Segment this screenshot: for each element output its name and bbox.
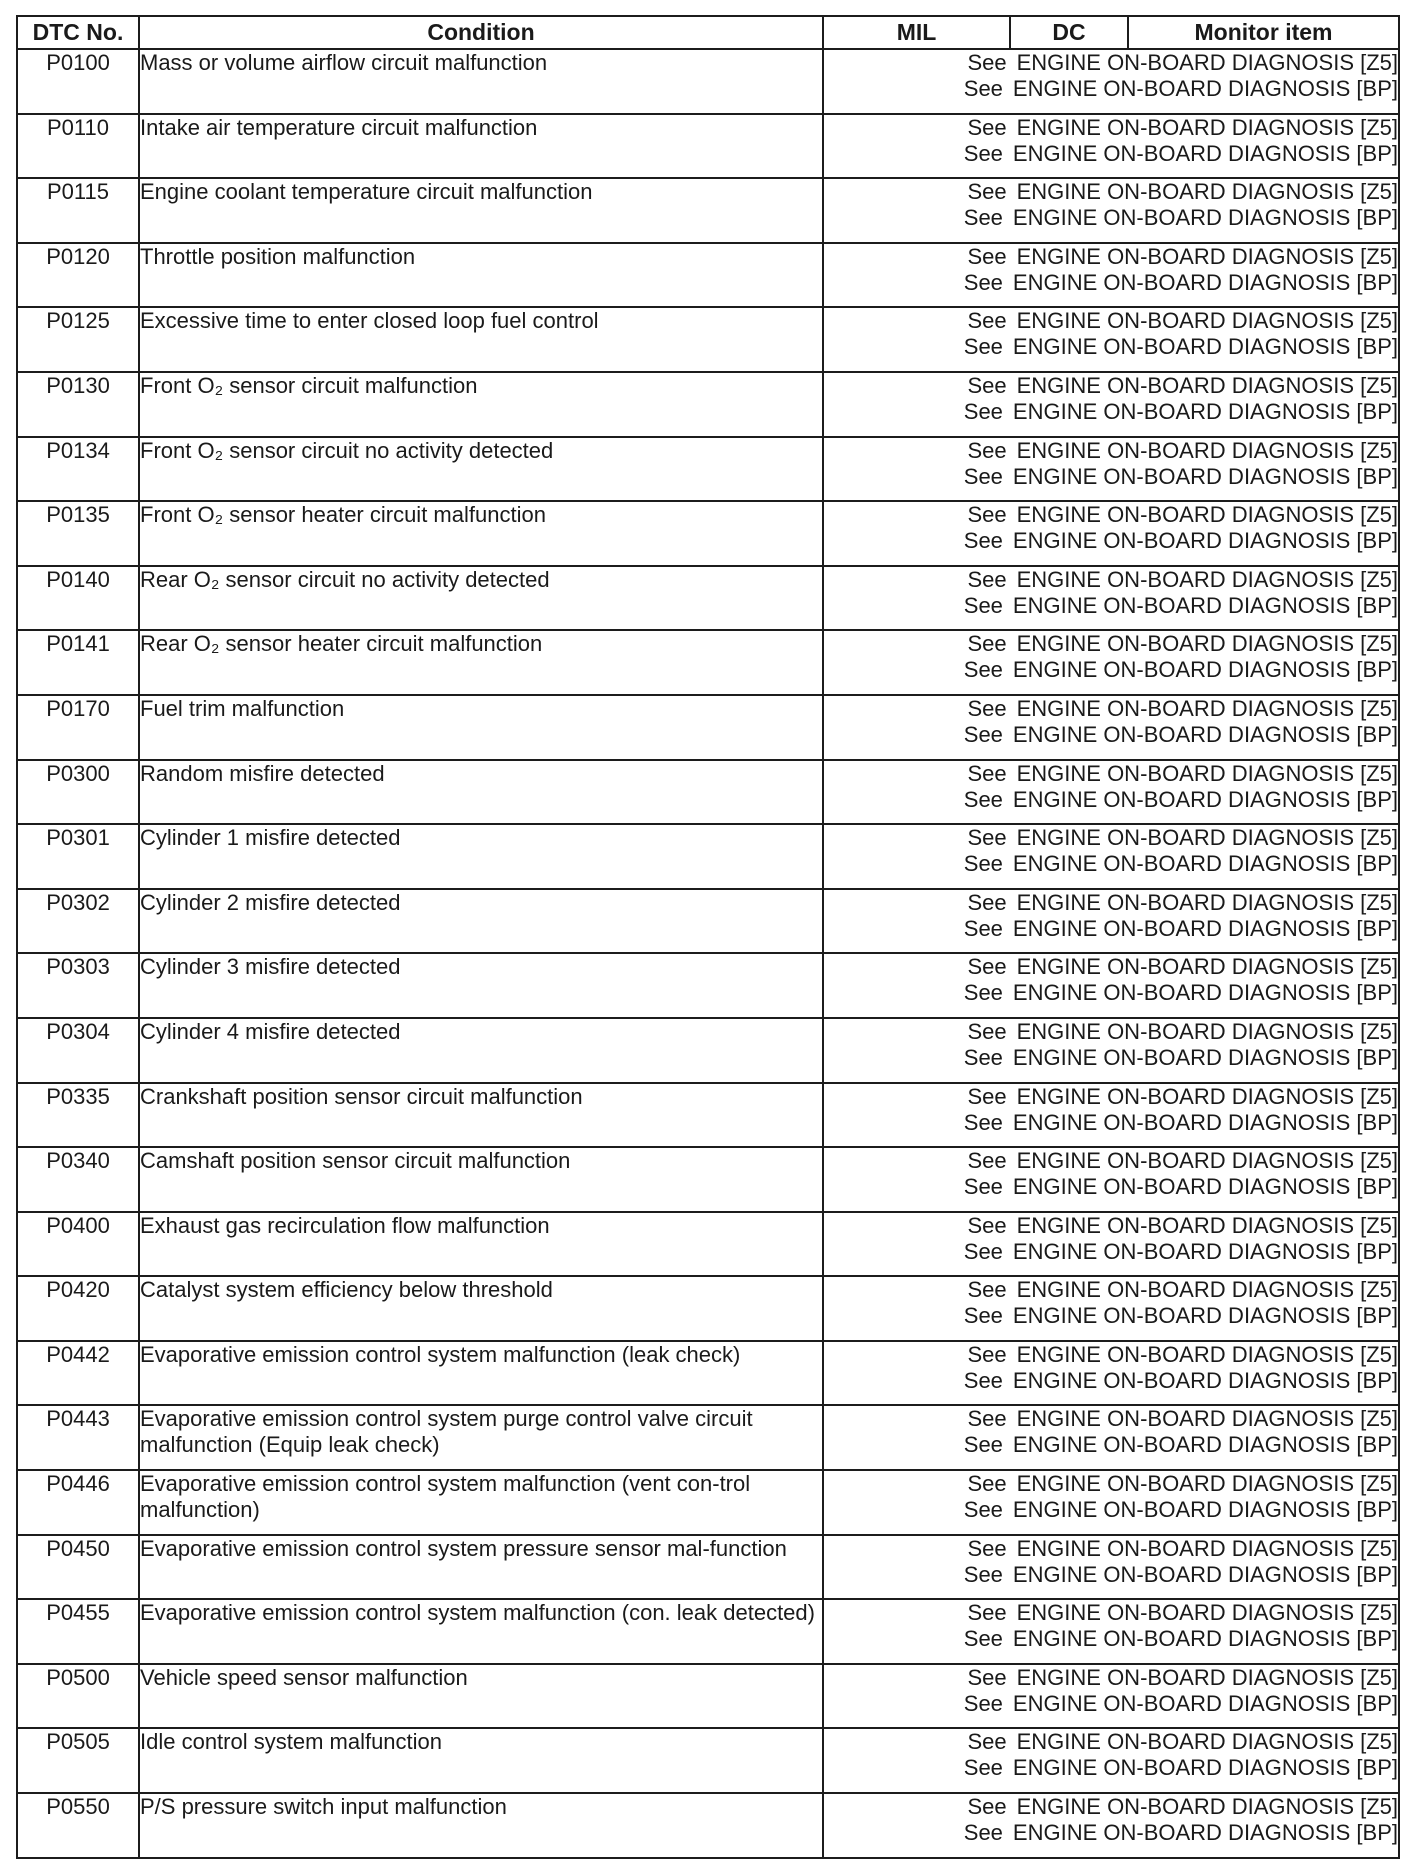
see-label: See xyxy=(963,721,1003,747)
reference-bp: ENGINE ON-BOARD DIAGNOSIS [BP] xyxy=(1012,657,1398,683)
header-dc: DC xyxy=(1010,16,1128,49)
reference-line-bp xyxy=(824,1820,1398,1846)
reference-line-z5 xyxy=(824,1277,1398,1303)
reference-bp: ENGINE ON-BOARD DIAGNOSIS [BP] xyxy=(1012,140,1398,166)
condition-text: Cylinder 3 misfire detected xyxy=(139,953,823,1018)
table-row xyxy=(17,695,1399,760)
reference-line-z5 xyxy=(824,502,1398,528)
reference-line-bp xyxy=(824,916,1398,942)
reference-cell xyxy=(823,889,1399,954)
header-mil: MIL xyxy=(823,16,1010,49)
see-label: See xyxy=(967,825,1007,851)
reference-bp: ENGINE ON-BOARD DIAGNOSIS [BP] xyxy=(1012,1303,1398,1329)
reference-cell xyxy=(823,372,1399,437)
reference-line-bp xyxy=(824,334,1398,360)
reference-line-bp xyxy=(824,851,1398,877)
dtc-code: P0303 xyxy=(17,953,139,1018)
dtc-code: P0301 xyxy=(17,824,139,889)
dtc-code: P0304 xyxy=(17,1018,139,1083)
reference-z5: ENGINE ON-BOARD DIAGNOSIS [Z5] xyxy=(1016,760,1398,786)
reference-line-z5 xyxy=(824,1794,1398,1820)
reference-line-z5 xyxy=(824,373,1398,399)
reference-bp: ENGINE ON-BOARD DIAGNOSIS [BP] xyxy=(1012,1238,1398,1264)
see-label: See xyxy=(967,954,1007,980)
see-label: See xyxy=(963,1303,1003,1329)
reference-cell xyxy=(823,1341,1399,1406)
see-label: See xyxy=(967,1664,1007,1690)
dtc-code: P0443 xyxy=(17,1405,139,1470)
reference-line-z5 xyxy=(824,825,1398,851)
condition-text: Vehicle speed sensor malfunction xyxy=(139,1664,823,1729)
reference-bp: ENGINE ON-BOARD DIAGNOSIS [BP] xyxy=(1012,334,1398,360)
reference-line-bp xyxy=(824,722,1398,748)
see-label: See xyxy=(967,1018,1007,1044)
table-row xyxy=(17,1212,1399,1277)
table-row xyxy=(17,1599,1399,1664)
table-row xyxy=(17,1664,1399,1729)
reference-line-z5 xyxy=(824,696,1398,722)
reference-cell xyxy=(823,695,1399,760)
reference-cell xyxy=(823,1728,1399,1793)
see-label: See xyxy=(967,1794,1007,1820)
reference-z5: ENGINE ON-BOARD DIAGNOSIS [Z5] xyxy=(1016,1729,1398,1755)
see-label: See xyxy=(963,1820,1003,1846)
see-label: See xyxy=(967,631,1007,657)
condition-text: Evaporative emission control system purge control valve circuit malfunction (Equip leak check) xyxy=(139,1405,823,1470)
reference-z5: ENGINE ON-BOARD DIAGNOSIS [Z5] xyxy=(1016,1341,1398,1367)
reference-bp: ENGINE ON-BOARD DIAGNOSIS [BP] xyxy=(1012,1755,1398,1781)
reference-line-bp xyxy=(824,1497,1398,1523)
condition-text: Catalyst system efficiency below threshold xyxy=(139,1276,823,1341)
condition-text: Evaporative emission control system pressure sensor mal-function xyxy=(139,1535,823,1600)
condition-text: Front O₂ sensor circuit no activity detected xyxy=(139,437,823,502)
reference-line-z5 xyxy=(824,50,1398,76)
see-label: See xyxy=(963,1109,1003,1135)
reference-cell xyxy=(823,437,1399,502)
reference-z5: ENGINE ON-BOARD DIAGNOSIS [Z5] xyxy=(1016,50,1398,75)
reference-line-bp xyxy=(824,1045,1398,1071)
reference-cell xyxy=(823,1535,1399,1600)
see-label: See xyxy=(963,140,1003,166)
reference-cell xyxy=(823,243,1399,308)
reference-line-bp xyxy=(824,1303,1398,1329)
reference-cell xyxy=(823,307,1399,372)
reference-bp: ENGINE ON-BOARD DIAGNOSIS [BP] xyxy=(1012,463,1398,489)
reference-z5: ENGINE ON-BOARD DIAGNOSIS [Z5] xyxy=(1016,308,1398,334)
table-row xyxy=(17,1083,1399,1148)
reference-bp: ENGINE ON-BOARD DIAGNOSIS [BP] xyxy=(1012,1690,1398,1716)
reference-line-bp xyxy=(824,1755,1398,1781)
dtc-code: P0302 xyxy=(17,889,139,954)
reference-cell xyxy=(823,1470,1399,1535)
dtc-code: P0550 xyxy=(17,1793,139,1858)
reference-line-z5 xyxy=(824,1019,1398,1045)
see-label: See xyxy=(967,1277,1007,1303)
reference-bp: ENGINE ON-BOARD DIAGNOSIS [BP] xyxy=(1012,592,1398,618)
reference-bp: ENGINE ON-BOARD DIAGNOSIS [BP] xyxy=(1012,1174,1398,1200)
header-condition: Condition xyxy=(139,16,823,49)
condition-text: Exhaust gas recirculation flow malfunction xyxy=(139,1212,823,1277)
reference-bp: ENGINE ON-BOARD DIAGNOSIS [BP] xyxy=(1012,786,1398,812)
condition-text: Evaporative emission control system malfunction (leak check) xyxy=(139,1341,823,1406)
see-label: See xyxy=(963,269,1003,295)
see-label: See xyxy=(963,1626,1003,1652)
see-label: See xyxy=(963,1432,1003,1458)
reference-z5: ENGINE ON-BOARD DIAGNOSIS [Z5] xyxy=(1016,889,1398,915)
condition-text: Throttle position malfunction xyxy=(139,243,823,308)
see-label: See xyxy=(967,372,1007,398)
dtc-code: P0115 xyxy=(17,178,139,243)
see-label: See xyxy=(963,851,1003,877)
dtc-code: P0446 xyxy=(17,1470,139,1535)
reference-z5: ENGINE ON-BOARD DIAGNOSIS [Z5] xyxy=(1016,1471,1398,1497)
reference-cell xyxy=(823,1212,1399,1277)
condition-text: Cylinder 4 misfire detected xyxy=(139,1018,823,1083)
see-label: See xyxy=(963,1238,1003,1264)
reference-line-bp xyxy=(824,1239,1398,1265)
reference-line-z5 xyxy=(824,1729,1398,1755)
reference-cell xyxy=(823,1147,1399,1212)
reference-z5: ENGINE ON-BOARD DIAGNOSIS [Z5] xyxy=(1016,1406,1398,1432)
table-row xyxy=(17,1341,1399,1406)
reference-bp: ENGINE ON-BOARD DIAGNOSIS [BP] xyxy=(1012,528,1398,554)
condition-text: Intake air temperature circuit malfunction xyxy=(139,114,823,179)
table-row xyxy=(17,307,1399,372)
reference-bp: ENGINE ON-BOARD DIAGNOSIS [BP] xyxy=(1012,205,1398,231)
condition-text: Excessive time to enter closed loop fuel control xyxy=(139,307,823,372)
reference-line-z5 xyxy=(824,954,1398,980)
reference-line-z5 xyxy=(824,1665,1398,1691)
reference-cell xyxy=(823,114,1399,179)
table-row xyxy=(17,114,1399,179)
reference-bp: ENGINE ON-BOARD DIAGNOSIS [BP] xyxy=(1012,1820,1398,1846)
reference-line-bp xyxy=(824,593,1398,619)
see-label: See xyxy=(967,1341,1007,1367)
reference-line-z5 xyxy=(824,1213,1398,1239)
table-row xyxy=(17,49,1399,114)
dtc-code: P0335 xyxy=(17,1083,139,1148)
see-label: See xyxy=(963,1367,1003,1393)
reference-bp: ENGINE ON-BOARD DIAGNOSIS [BP] xyxy=(1012,980,1398,1006)
reference-cell xyxy=(823,630,1399,695)
reference-cell xyxy=(823,566,1399,631)
see-label: See xyxy=(963,1690,1003,1716)
table-row xyxy=(17,178,1399,243)
see-label: See xyxy=(963,463,1003,489)
reference-line-z5 xyxy=(824,1084,1398,1110)
reference-line-z5 xyxy=(824,1600,1398,1626)
reference-z5: ENGINE ON-BOARD DIAGNOSIS [Z5] xyxy=(1016,1794,1398,1820)
reference-line-bp xyxy=(824,1562,1398,1588)
reference-line-z5 xyxy=(824,1406,1398,1432)
see-label: See xyxy=(967,1600,1007,1626)
reference-z5: ENGINE ON-BOARD DIAGNOSIS [Z5] xyxy=(1016,1664,1398,1690)
reference-line-bp xyxy=(824,787,1398,813)
see-label: See xyxy=(967,1083,1007,1109)
dtc-code: P0135 xyxy=(17,501,139,566)
condition-text: Rear O₂ sensor heater circuit malfunction xyxy=(139,630,823,695)
see-label: See xyxy=(963,1497,1003,1523)
dtc-code: P0140 xyxy=(17,566,139,631)
table-row xyxy=(17,824,1399,889)
reference-line-z5 xyxy=(824,631,1398,657)
table-row xyxy=(17,760,1399,825)
reference-line-bp xyxy=(824,657,1398,683)
see-label: See xyxy=(967,114,1007,140)
reference-line-bp xyxy=(824,76,1398,102)
reference-z5: ENGINE ON-BOARD DIAGNOSIS [Z5] xyxy=(1016,1212,1398,1238)
see-label: See xyxy=(963,528,1003,554)
see-label: See xyxy=(967,1406,1007,1432)
reference-bp: ENGINE ON-BOARD DIAGNOSIS [BP] xyxy=(1012,398,1398,424)
condition-text: Camshaft position sensor circuit malfunction xyxy=(139,1147,823,1212)
dtc-table-container xyxy=(16,15,1398,1859)
reference-line-bp xyxy=(824,464,1398,490)
reference-line-bp xyxy=(824,1626,1398,1652)
see-label: See xyxy=(967,179,1007,205)
see-label: See xyxy=(963,398,1003,424)
dtc-code: P0420 xyxy=(17,1276,139,1341)
reference-line-bp xyxy=(824,1432,1398,1458)
dtc-code: P0130 xyxy=(17,372,139,437)
dtc-code: P0505 xyxy=(17,1728,139,1793)
condition-text: Front O₂ sensor circuit malfunction xyxy=(139,372,823,437)
reference-z5: ENGINE ON-BOARD DIAGNOSIS [Z5] xyxy=(1016,437,1398,463)
condition-text: Crankshaft position sensor circuit malfunction xyxy=(139,1083,823,1148)
reference-bp: ENGINE ON-BOARD DIAGNOSIS [BP] xyxy=(1012,1497,1398,1523)
dtc-code: P0141 xyxy=(17,630,139,695)
reference-bp: ENGINE ON-BOARD DIAGNOSIS [BP] xyxy=(1012,1109,1398,1135)
reference-bp: ENGINE ON-BOARD DIAGNOSIS [BP] xyxy=(1012,1432,1398,1458)
header-monitor-item: Monitor item xyxy=(1128,16,1399,49)
table-body xyxy=(17,49,1399,1858)
see-label: See xyxy=(963,76,1003,101)
table-row xyxy=(17,372,1399,437)
table-row xyxy=(17,437,1399,502)
table-row xyxy=(17,1793,1399,1858)
reference-bp: ENGINE ON-BOARD DIAGNOSIS [BP] xyxy=(1012,1044,1398,1070)
reference-bp: ENGINE ON-BOARD DIAGNOSIS [BP] xyxy=(1012,269,1398,295)
reference-cell xyxy=(823,953,1399,1018)
see-label: See xyxy=(963,592,1003,618)
reference-cell xyxy=(823,1664,1399,1729)
reference-cell xyxy=(823,178,1399,243)
reference-line-bp xyxy=(824,270,1398,296)
see-label: See xyxy=(967,437,1007,463)
reference-cell xyxy=(823,1599,1399,1664)
reference-line-z5 xyxy=(824,567,1398,593)
see-label: See xyxy=(967,566,1007,592)
condition-text: Evaporative emission control system malfunction (con. leak detected) xyxy=(139,1599,823,1664)
table-row xyxy=(17,1276,1399,1341)
reference-bp: ENGINE ON-BOARD DIAGNOSIS [BP] xyxy=(1012,915,1398,941)
reference-line-bp xyxy=(824,205,1398,231)
dtc-code: P0100 xyxy=(17,49,139,114)
reference-line-bp xyxy=(824,1691,1398,1717)
dtc-code: P0500 xyxy=(17,1664,139,1729)
reference-cell xyxy=(823,49,1399,114)
reference-line-z5 xyxy=(824,308,1398,334)
table-header-row xyxy=(17,16,1399,49)
reference-z5: ENGINE ON-BOARD DIAGNOSIS [Z5] xyxy=(1016,1018,1398,1044)
table-row xyxy=(17,1018,1399,1083)
table-row xyxy=(17,630,1399,695)
reference-line-z5 xyxy=(824,1342,1398,1368)
reference-line-z5 xyxy=(824,890,1398,916)
see-label: See xyxy=(967,308,1007,334)
reference-z5: ENGINE ON-BOARD DIAGNOSIS [Z5] xyxy=(1016,179,1398,205)
see-label: See xyxy=(967,1535,1007,1561)
reference-line-bp xyxy=(824,1110,1398,1136)
see-label: See xyxy=(963,1044,1003,1070)
reference-z5: ENGINE ON-BOARD DIAGNOSIS [Z5] xyxy=(1016,502,1398,528)
table-row xyxy=(17,566,1399,631)
see-label: See xyxy=(967,1729,1007,1755)
table-row xyxy=(17,889,1399,954)
table-row xyxy=(17,1470,1399,1535)
dtc-code: P0455 xyxy=(17,1599,139,1664)
reference-cell xyxy=(823,1018,1399,1083)
reference-z5: ENGINE ON-BOARD DIAGNOSIS [Z5] xyxy=(1016,825,1398,851)
reference-cell xyxy=(823,824,1399,889)
see-label: See xyxy=(967,695,1007,721)
dtc-code: P0340 xyxy=(17,1147,139,1212)
condition-text: Cylinder 2 misfire detected xyxy=(139,889,823,954)
reference-z5: ENGINE ON-BOARD DIAGNOSIS [Z5] xyxy=(1016,695,1398,721)
reference-z5: ENGINE ON-BOARD DIAGNOSIS [Z5] xyxy=(1016,372,1398,398)
reference-line-bp xyxy=(824,1174,1398,1200)
reference-cell xyxy=(823,1793,1399,1858)
reference-line-bp xyxy=(824,980,1398,1006)
reference-line-z5 xyxy=(824,761,1398,787)
reference-line-bp xyxy=(824,399,1398,425)
reference-bp: ENGINE ON-BOARD DIAGNOSIS [BP] xyxy=(1012,76,1398,101)
reference-cell xyxy=(823,1083,1399,1148)
reference-z5: ENGINE ON-BOARD DIAGNOSIS [Z5] xyxy=(1016,1083,1398,1109)
reference-cell xyxy=(823,1405,1399,1470)
see-label: See xyxy=(967,760,1007,786)
see-label: See xyxy=(967,1148,1007,1174)
see-label: See xyxy=(967,889,1007,915)
table-row xyxy=(17,243,1399,308)
dtc-table xyxy=(16,15,1400,1859)
table-row xyxy=(17,1728,1399,1793)
condition-text: P/S pressure switch input malfunction xyxy=(139,1793,823,1858)
reference-line-z5 xyxy=(824,1536,1398,1562)
see-label: See xyxy=(967,243,1007,269)
reference-line-z5 xyxy=(824,115,1398,141)
reference-line-z5 xyxy=(824,1471,1398,1497)
reference-z5: ENGINE ON-BOARD DIAGNOSIS [Z5] xyxy=(1016,243,1398,269)
reference-line-bp xyxy=(824,528,1398,554)
see-label: See xyxy=(963,1755,1003,1781)
reference-bp: ENGINE ON-BOARD DIAGNOSIS [BP] xyxy=(1012,721,1398,747)
condition-text: Idle control system malfunction xyxy=(139,1728,823,1793)
reference-z5: ENGINE ON-BOARD DIAGNOSIS [Z5] xyxy=(1016,1277,1398,1303)
condition-text: Engine coolant temperature circuit malfunction xyxy=(139,178,823,243)
dtc-code: P0442 xyxy=(17,1341,139,1406)
see-label: See xyxy=(963,980,1003,1006)
reference-cell xyxy=(823,760,1399,825)
see-label: See xyxy=(963,1174,1003,1200)
reference-line-z5 xyxy=(824,1148,1398,1174)
dtc-code: P0110 xyxy=(17,114,139,179)
condition-text: Cylinder 1 misfire detected xyxy=(139,824,823,889)
see-label: See xyxy=(967,1212,1007,1238)
reference-line-bp xyxy=(824,141,1398,167)
table-row xyxy=(17,1147,1399,1212)
reference-z5: ENGINE ON-BOARD DIAGNOSIS [Z5] xyxy=(1016,114,1398,140)
condition-text: Fuel trim malfunction xyxy=(139,695,823,760)
reference-z5: ENGINE ON-BOARD DIAGNOSIS [Z5] xyxy=(1016,954,1398,980)
condition-text: Front O₂ sensor heater circuit malfunction xyxy=(139,501,823,566)
condition-text: Random misfire detected xyxy=(139,760,823,825)
see-label: See xyxy=(967,50,1007,75)
reference-bp: ENGINE ON-BOARD DIAGNOSIS [BP] xyxy=(1012,1626,1398,1652)
dtc-code: P0400 xyxy=(17,1212,139,1277)
header-dtc: DTC No. xyxy=(17,16,139,49)
see-label: See xyxy=(967,502,1007,528)
reference-line-z5 xyxy=(824,438,1398,464)
table-row xyxy=(17,1405,1399,1470)
dtc-code: P0134 xyxy=(17,437,139,502)
reference-bp: ENGINE ON-BOARD DIAGNOSIS [BP] xyxy=(1012,1561,1398,1587)
dtc-code: P0170 xyxy=(17,695,139,760)
reference-z5: ENGINE ON-BOARD DIAGNOSIS [Z5] xyxy=(1016,631,1398,657)
see-label: See xyxy=(963,786,1003,812)
condition-text: Mass or volume airflow circuit malfunction xyxy=(139,49,823,114)
dtc-code: P0125 xyxy=(17,307,139,372)
reference-line-bp xyxy=(824,1368,1398,1394)
dtc-code: P0450 xyxy=(17,1535,139,1600)
reference-z5: ENGINE ON-BOARD DIAGNOSIS [Z5] xyxy=(1016,1535,1398,1561)
dtc-code: P0300 xyxy=(17,760,139,825)
reference-cell xyxy=(823,1276,1399,1341)
reference-z5: ENGINE ON-BOARD DIAGNOSIS [Z5] xyxy=(1016,566,1398,592)
reference-line-z5 xyxy=(824,244,1398,270)
reference-z5: ENGINE ON-BOARD DIAGNOSIS [Z5] xyxy=(1016,1600,1398,1626)
see-label: See xyxy=(963,657,1003,683)
table-row xyxy=(17,1535,1399,1600)
see-label: See xyxy=(963,334,1003,360)
condition-text: Evaporative emission control system malfunction (vent con-trol malfunction) xyxy=(139,1470,823,1535)
reference-z5: ENGINE ON-BOARD DIAGNOSIS [Z5] xyxy=(1016,1148,1398,1174)
see-label: See xyxy=(967,1471,1007,1497)
condition-text: Rear O₂ sensor circuit no activity detected xyxy=(139,566,823,631)
reference-bp: ENGINE ON-BOARD DIAGNOSIS [BP] xyxy=(1012,1367,1398,1393)
see-label: See xyxy=(963,205,1003,231)
reference-bp: ENGINE ON-BOARD DIAGNOSIS [BP] xyxy=(1012,851,1398,877)
see-label: See xyxy=(963,915,1003,941)
table-row xyxy=(17,953,1399,1018)
reference-line-z5 xyxy=(824,179,1398,205)
reference-cell xyxy=(823,501,1399,566)
see-label: See xyxy=(963,1561,1003,1587)
dtc-code: P0120 xyxy=(17,243,139,308)
table-row xyxy=(17,501,1399,566)
